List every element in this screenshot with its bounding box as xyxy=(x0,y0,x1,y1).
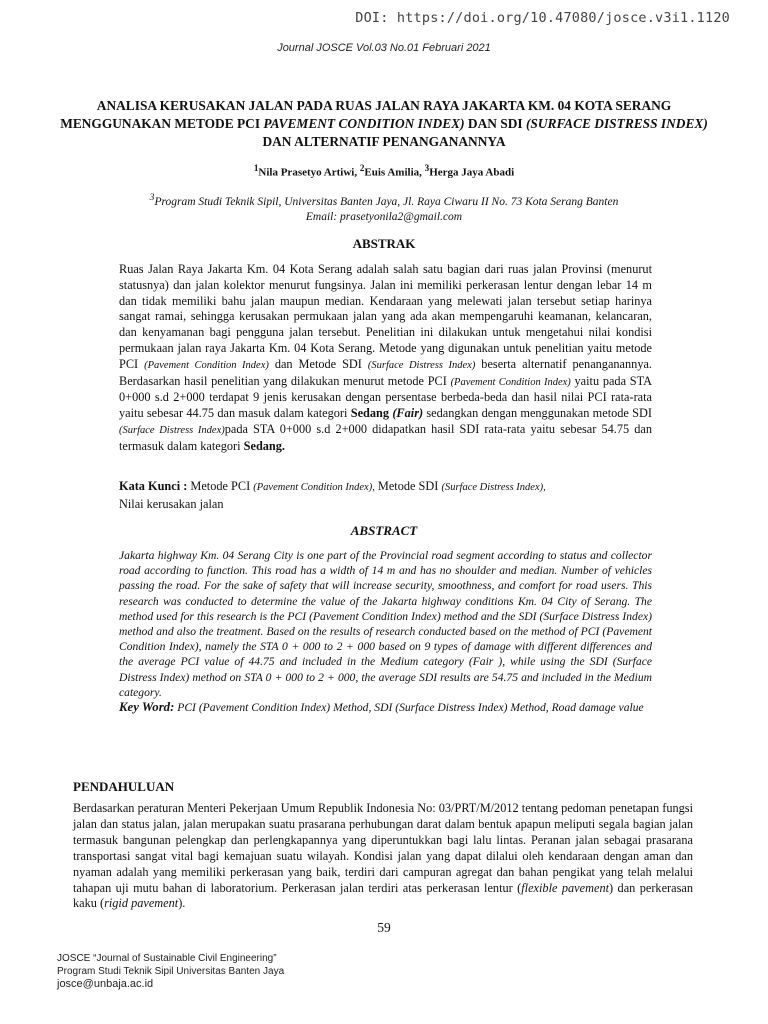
abstrak-text: yaitu pada STA 0+000 s.d 2+000 terdapat 9 jenis kerusakan dengan persentase berbeda-beda dan hasil nilai PCI rata-rata yaitu sebesar 44.75 dan masuk dalam kategori xyxy=(119,373,652,421)
author-sup: 2 xyxy=(359,163,365,173)
doi-link[interactable]: DOI: https://doi.org/10.47080/josce.v3i1.1120 xyxy=(355,10,730,26)
kata-kunci-italic: (Surface Distress Index), xyxy=(441,482,546,493)
pendahuluan-text: ). xyxy=(178,896,186,911)
page-number: 59 xyxy=(377,920,391,935)
paper-title xyxy=(60,97,708,151)
abstrak-bold: Sedang. xyxy=(243,438,285,453)
title-part-italic: (SURFACE DISTRESS INDEX) xyxy=(525,116,708,131)
pendahuluan-italic: rigid pavement xyxy=(104,896,179,911)
abstrak-text: dan Metode SDI xyxy=(268,356,368,371)
email-link[interactable]: Email: prasetyonila2@gmail.com xyxy=(305,210,463,223)
pendahuluan-text: ) dan perkerasan kaku ( xyxy=(73,880,693,911)
pendahuluan-heading: PENDAHULUAN xyxy=(73,779,175,794)
abstrak-italic: (Pavement Condition Index) xyxy=(144,359,269,371)
abstract-heading: ABSTRACT xyxy=(350,523,418,538)
affil-line: Program Studi Teknik Sipil, Universitas Banten Jaya, Jl. Raya Ciwaru II No. 73 Kota Serang Banten xyxy=(154,195,619,208)
footer-journal: JOSCE “Journal of Sustainable Civil Engineering” xyxy=(57,953,277,964)
abstrak-text: beserta alternatif penanganannya. Berdasarkan hasil penelitian yang dilakukan menurut metode PCI xyxy=(119,356,652,388)
abstrak-italic: (Surface Distress Index) xyxy=(119,424,225,436)
author-name: Nila Prasetyo Artiwi, xyxy=(258,166,360,179)
kata-kunci xyxy=(119,478,659,512)
kata-kunci-italic: (Pavement Condition Index), xyxy=(253,482,375,493)
abstrak-italic: (Pavement Condition Index) xyxy=(450,376,571,388)
author-list xyxy=(0,163,768,179)
author-sup: 1 xyxy=(253,163,259,173)
author-name: Euis Amilia, xyxy=(364,166,425,179)
kata-kunci-text: Metode SDI xyxy=(374,479,442,493)
journal-line: Journal JOSCE Vol.03 No.01 Februari 2021 xyxy=(277,42,491,54)
kata-kunci-label: Kata Kunci : xyxy=(119,479,188,493)
abstrak-text: sedangkan dengan menggunakan metode SDI xyxy=(423,406,652,421)
kata-kunci-text: Metode PCI xyxy=(187,479,254,493)
affiliation xyxy=(40,190,728,225)
keyword-text: PCI (Pavement Condition Index) Method, SDI (Surface Distress Index) Method, Road damage value xyxy=(174,701,644,715)
abstrak-bold: Sedang xyxy=(350,406,393,421)
abstrak-text: Ruas Jalan Raya Jakarta Km. 04 Kota Serang adalah salah satu bagian dari ruas jalan Provinsi (menurut statusnya) dan jalan kolektor menurut fungsinya. Jalan ini memiliki perkerasan lentur dengan lebar 14 m dan tidak memiliki bahu jalan maupun median. Kendaraan yang melewati jalan tersebut setiap harinya sangat ramai, sehingga kerusakan permukaan jalan yang ada akan mempengaruhi keamanan, kelancaran, dan kenyamanan bagi pengguna jalan tersebut. Penelitian ini dilakukan untuk mengetahui nilai kondisi permukaan jalan raya Jakarta Km. 04 Kota Serang. Metode yang digunakan untuk penelitian yaitu metode PCI xyxy=(119,262,652,371)
title-part-italic: PAVEMENT CONDITION INDEX) xyxy=(263,116,465,131)
abstrak-bold-italic: (Fair) xyxy=(392,406,424,421)
affil-sup: 3 xyxy=(149,192,155,203)
author-sup: 3 xyxy=(424,163,430,173)
abstrak-italic: (Surface Distress Index) xyxy=(367,359,476,371)
kata-kunci-text: Nilai kerusakan jalan xyxy=(119,497,224,511)
title-part: ANALISA KERUSAKAN JALAN PADA RUAS JALAN RAYA JAKARTA KM. 04 KOTA SERANG MENGGUNAKAN METODE PCI xyxy=(60,98,672,131)
abstrak-text: pada STA 0+000 s.d 2+000 didapatkan hasil SDI rata-rata yaitu sebesar 54.75 dan termasuk dalam kategori xyxy=(119,421,652,453)
abstrak-heading: ABSTRAK xyxy=(352,236,416,251)
footer xyxy=(57,953,284,991)
abstrak-body xyxy=(119,262,652,455)
author-name: Herga Jaya Abadi xyxy=(429,166,515,179)
title-part: DAN ALTERNATIF PENANGANANNYA xyxy=(262,134,506,149)
abstract-text: Jakarta highway Km. 04 Serang City is one part of the Provincial road segment according to status and collector road according to function. This road has a width of 14 m and has no shoulder and median. Number of vehicles passing the road. For the sake of safety that will increase security, smoothness, and comfort for road users. This research was conducted to determine the value of the Jakarta highway conditions Km. 04 City of Serang. The method used for this research is the PCI (Pavement Condition Index) method and the SDI (Surface Distress Index) method and also the treatment. Based on the results of research conducted based on the method of PCI (Pavement Condition Index), namely the STA 0 + 000 to 2 + 000 based on 9 types of damage with different differences and the average PCI value of 44.75 and included in the Medium category (Fair ), while using the SDI (Surface Distress Index) method on STA 0 + 000 to 2 + 000, the average SDI results are 54.75 and included in the Medium category. xyxy=(119,549,652,699)
pendahuluan-body xyxy=(73,801,693,912)
title-part: DAN SDI xyxy=(464,116,526,131)
abstract-body xyxy=(119,548,652,715)
keyword-label: Key Word: xyxy=(119,700,175,715)
pendahuluan-italic: flexible pavement xyxy=(521,880,610,895)
footer-email-link[interactable]: josce@unbaja.ac.id xyxy=(57,978,154,990)
pendahuluan-text: Berdasarkan peraturan Menteri Pekerjaan Umum Republik Indonesia No: 03/PRT/M/2012 tentang pedoman penetapan fungsi jalan dan status jalan, jalan merupakan suatu prasarana perhubungan darat dalam bentuk apapun meliputi segala bagian jalan termasuk bangunan pelengkap dan perlengkapannya yang diperuntukkan bagi lalu lintas. Peranan jalan sebagai prasarana transportasi sangat vital bagi kemajuan suatu wilayah. Kondisi jalan yang dapat dilalui oleh kendaraan dengan aman dan nyaman adalah yang memiliki perkerasan yang baik, terdiri dari campuran agregat dan bahan pengikat yang telah melalui tahapan uji mutu bahan di laboratorium. Perkerasan jalan terdiri atas perkerasan lentur ( xyxy=(73,801,693,895)
footer-program: Program Studi Teknik Sipil Universitas Banten Jaya xyxy=(57,965,285,977)
